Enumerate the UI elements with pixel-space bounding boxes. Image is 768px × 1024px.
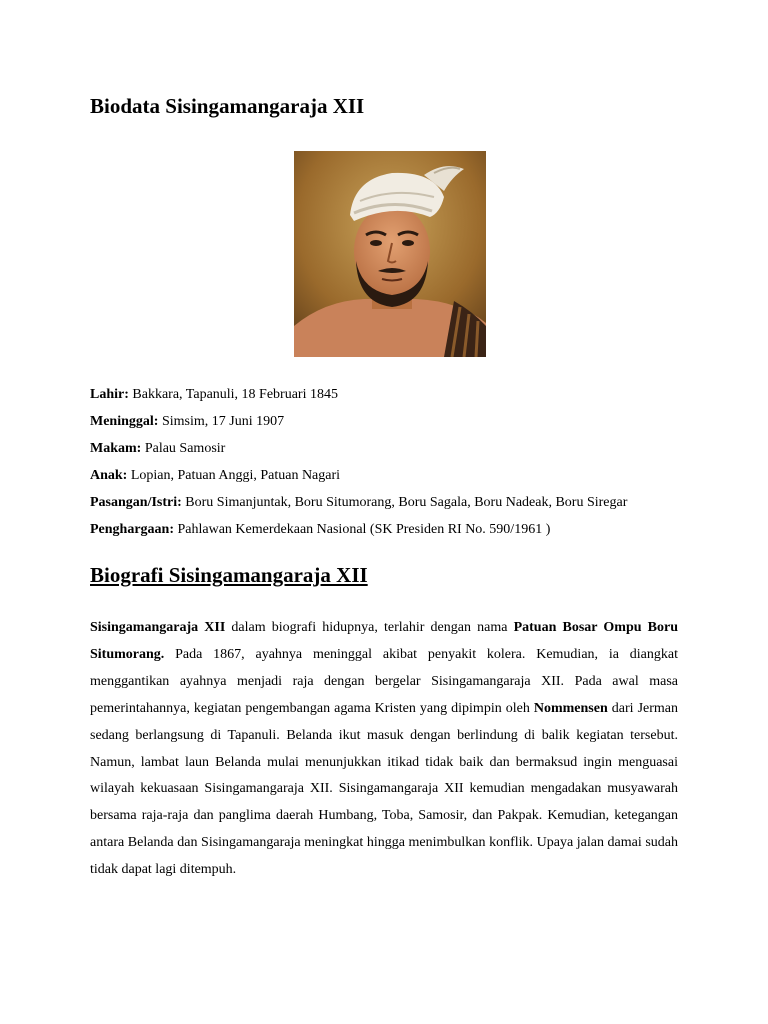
bio-missionary: Nommensen [533,700,608,716]
portrait-painting [294,151,486,357]
fact-label: Makam: [90,441,142,456]
fact-label: Pasangan/Istri: [90,495,182,510]
fact-label: Penghargaan: [90,522,174,537]
bio-text-2: Pada 1867, ayahnya meninggal akibat penyakit kolera. Kemudian, ia diangkat menggantikan ayahnya menjadi raja dengan bergelar Sisingamangaraja XII. Pada awal masa pemerintahannya, kegiatan pengembangan agama Kristen yang dipimpin oleh [90,646,678,716]
fact-label: Lahir: [90,387,129,402]
fact-row-meninggal [90,408,690,435]
bio-text-1: dalam biografi hidupnya, terlahir dengan nama [225,620,514,635]
portrait-image [294,151,486,357]
fact-row-penghargaan [90,516,690,543]
fact-row-anak [90,462,690,489]
fact-value: Simsim, 17 Juni 1907 [161,414,285,429]
section-title: Biografi Sisingamangaraja XII [90,563,368,587]
fact-value: Bakkara, Tapanuli, 18 Februari 1845 [132,387,338,402]
fact-label: Meninggal: [90,414,159,429]
bio-birth-name: Patuan Bosar Ompu Boru Situmorang. [90,620,678,662]
fact-label: Anak: [90,468,128,483]
bio-name: Sisingamangaraja XII [90,620,226,635]
fact-row-makam [90,435,690,462]
fact-value: Lopian, Patuan Anggi, Patuan Nagari [130,468,341,483]
biography-paragraph [90,615,678,884]
page-title: Biodata Sisingamangaraja XII [90,94,365,118]
fact-value: Pahlawan Kemerdekaan Nasional (SK Presiden RI No. 590/1961 ) [177,522,551,537]
fact-value: Boru Simanjuntak, Boru Situmorang, Boru Sagala, Boru Nadeak, Boru Siregar [185,495,628,510]
biodata-list [90,381,690,543]
fact-value: Palau Samosir [144,441,226,456]
fact-row-pasangan [90,489,690,516]
fact-row-lahir [90,381,690,408]
bio-text-3: dari Jerman sedang berlangsung di Tapanuli. Belanda ikut masuk dengan berlindung di balik kegiatan tersebut. Namun, lambat laun Belanda mulai menunjukkan itikad tidak baik dan bermaksud ingin menguasai wilayah kekuasaan Sisingamangaraja XII. Sisingamangaraja XII kemudian mengadakan musyawarah bersama raja-raja dan panglima daerah Humbang, Toba, Samosir, dan Pakpak. Kemudian, ketegangan antara Belanda dan Sisingamangaraja meningkat hingga menimbulkan konflik. Upaya jalan damai sudah tidak dapat lagi ditempuh. [90,700,679,878]
